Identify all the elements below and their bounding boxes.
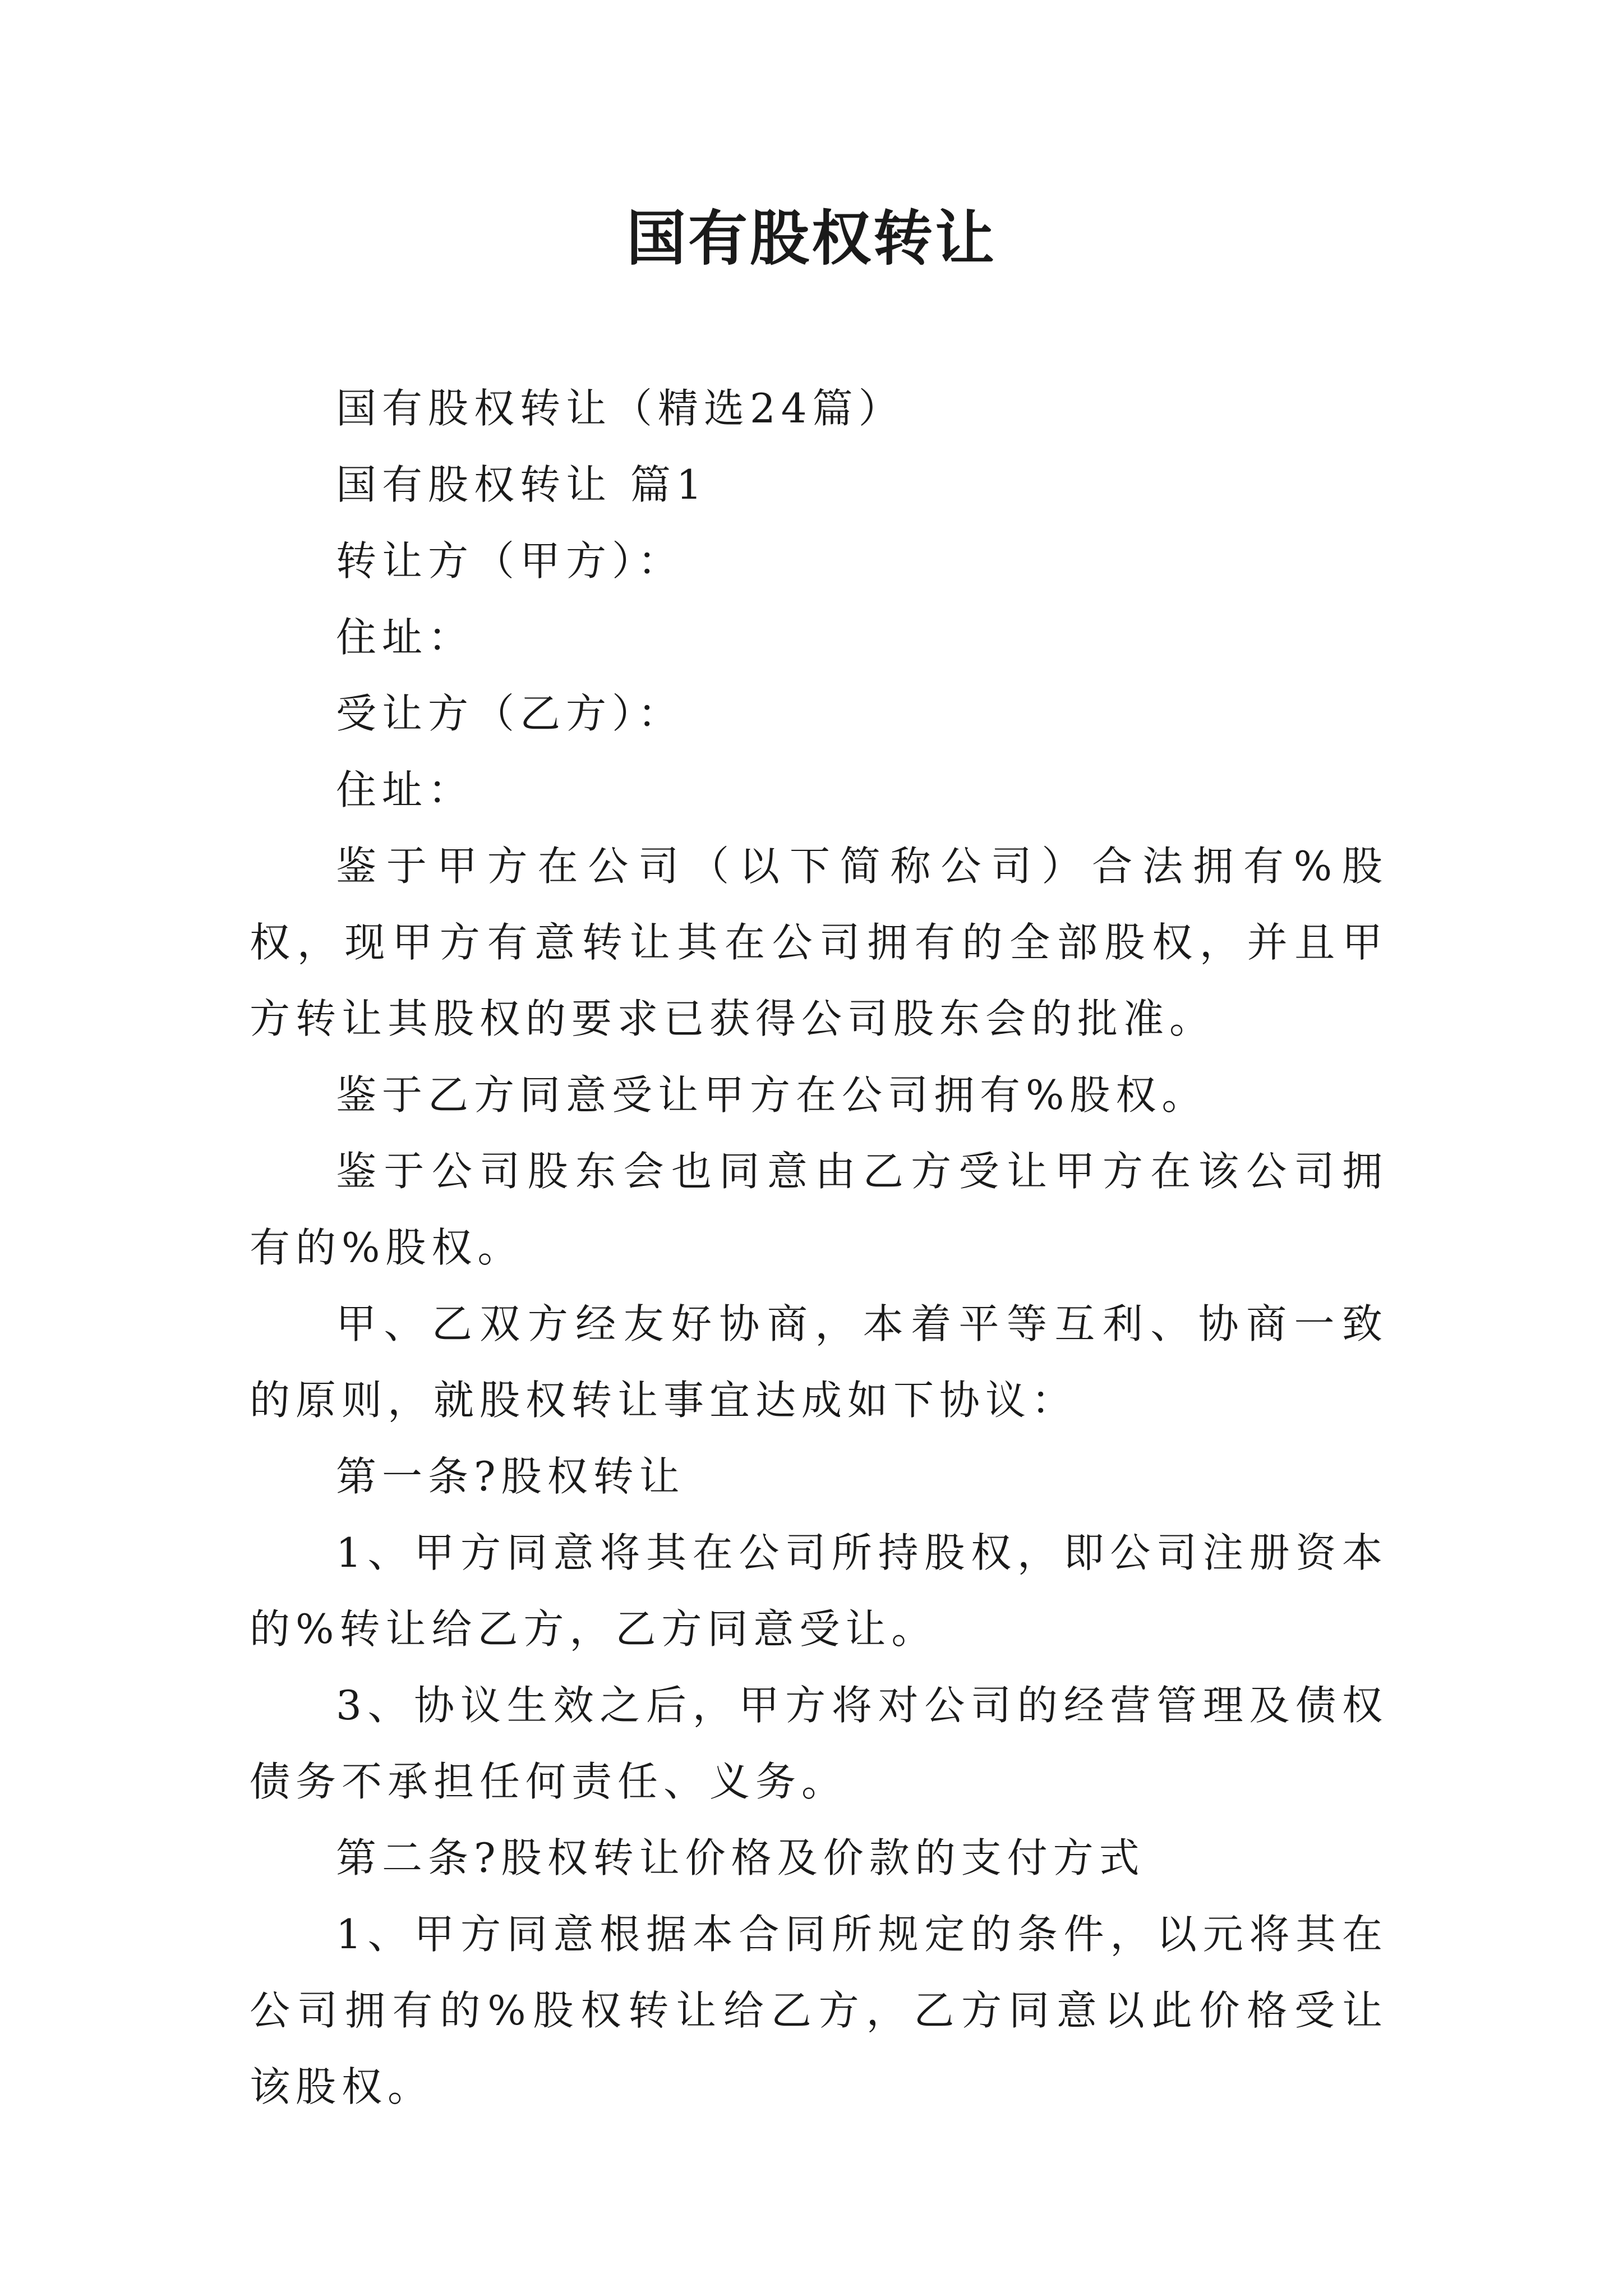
transferor-line: 转让方（甲方）： bbox=[336, 537, 684, 585]
document-body bbox=[250, 370, 1388, 2125]
transferee-address-line: 住址： bbox=[336, 766, 474, 813]
clause-paragraph: 1、甲方同意将其在公司所持股权，即公司注册资本的%转让给乙方，乙方同意受让。 bbox=[250, 1529, 1388, 1653]
agreement-paragraph: 甲、乙双方经友好协商，本着平等互利、协商一致的原则，就股权转让事宜达成如下协议： bbox=[250, 1300, 1388, 1424]
section-heading: 国有股权转让 篇1 bbox=[336, 461, 708, 508]
recital-paragraph: 鉴于乙方同意受让甲方在公司拥有%股权。 bbox=[336, 1071, 1208, 1119]
clause-paragraph: 3、协议生效之后，甲方将对公司的经营管理及债权债务不承担任何责任、义务。 bbox=[250, 1682, 1388, 1805]
article-heading: 第一条?股权转让 bbox=[336, 1453, 685, 1500]
subtitle-paragraph: 国有股权转让（精选24篇） bbox=[336, 385, 905, 432]
transferee-line: 受让方（乙方）： bbox=[336, 690, 684, 737]
document-title: 国有股权转让 bbox=[626, 203, 997, 273]
recital-paragraph: 鉴于甲方在公司（以下简称公司）合法拥有%股权，现甲方有意转让其在公司拥有的全部股权，并且甲方转让其股权的要求已获得公司股东会的批准。 bbox=[250, 843, 1388, 1042]
clause-paragraph: 1、甲方同意根据本合同所规定的条件，以元将其在公司拥有的%股权转让给乙方，乙方同意以此价格受让该股权。 bbox=[250, 1911, 1388, 2110]
recital-paragraph: 鉴于公司股东会也同意由乙方受让甲方在该公司拥有的%股权。 bbox=[250, 1148, 1388, 1271]
transferor-address-line: 住址： bbox=[336, 614, 474, 661]
article-heading: 第二条?股权转让价格及价款的支付方式 bbox=[336, 1834, 1145, 1881]
